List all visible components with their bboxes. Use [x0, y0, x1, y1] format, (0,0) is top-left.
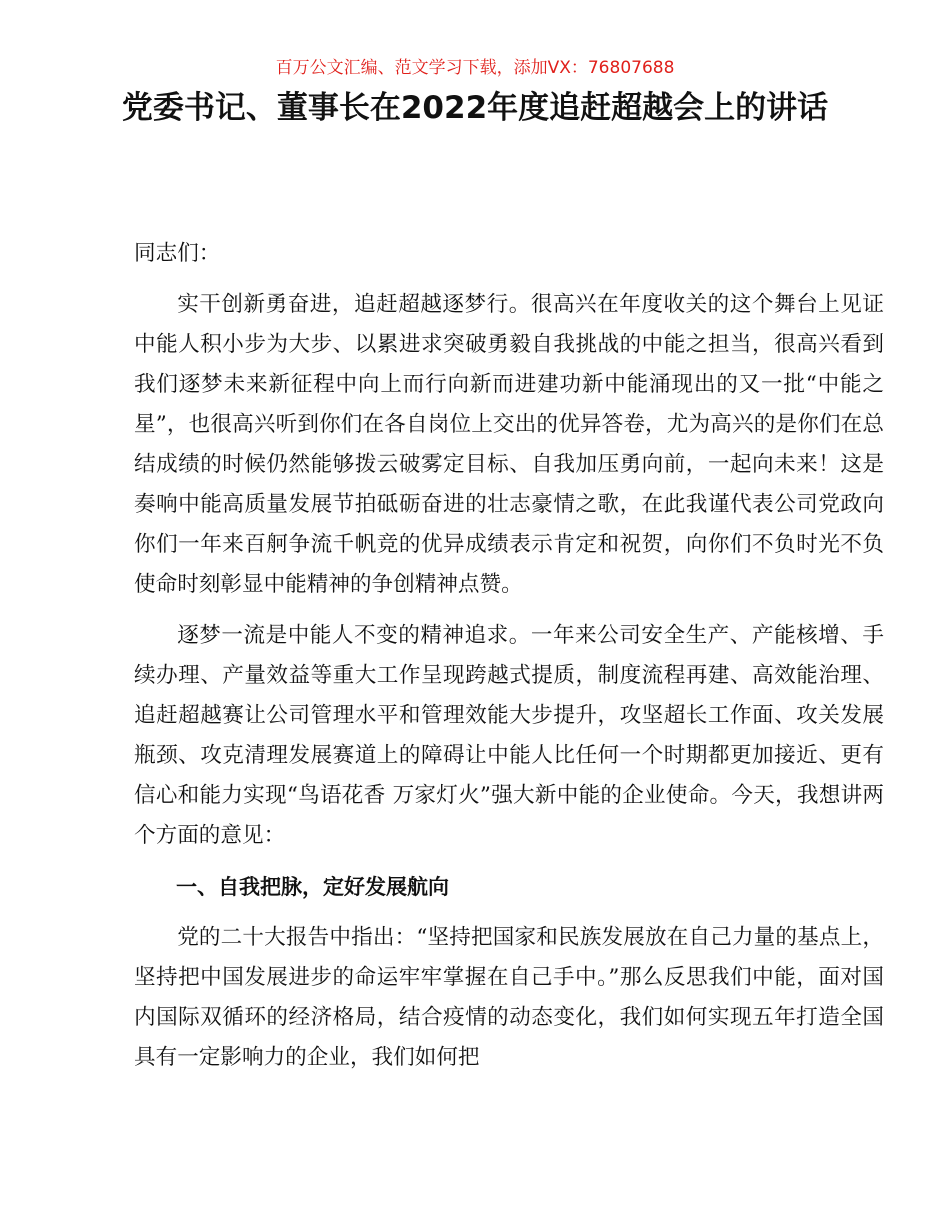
salutation: 同志们： [134, 241, 221, 266]
section-paragraph: 党的二十大报告中指出：“坚持把国家和民族发展放在自己力量的基点上，坚持把中国发展进步的命运牢牢掌握在自己手中。”那么反思我们中能，面对国内国际双循环的经济格局，结合疫情的动态变化，我们如何实现五年打造全国具有一定影响力的企业，我们如何把 [134, 925, 884, 1070]
paragraph-opening: 实干创新勇奋进，追赶超越逐梦行。很高兴在年度收关的这个舞台上见证中能人积小步为大步、以累进求突破勇毅自我挑战的中能之担当，很高兴看到我们逐梦未来新征程中向上而行向新而进建功新中能涌现出的又一批“中能之星”，也很高兴听到你们在各自岗位上交出的优异答卷，尤为高兴的是你们在总结成绩的时候仍然能够拨云破雾定目标、自我加压勇向前，一起向未来！这是奏响中能高质量发展节拍砥砺奋进的壮志豪情之歌，在此我谨代表公司党政向你们一年来百舸争流千帆竞的优异成绩表示肯定和祝贺，向你们不负时光不负使命时刻彰显中能精神的争创精神点赞。 [134, 292, 884, 597]
paragraph-achievements: 逐梦一流是中能人不变的精神追求。一年来公司安全生产、产能核增、手续办理、产量效益等重大工作呈现跨越式提质，制度流程再建、高效能治理、追赶超越赛让公司管理水平和管理效能大步提升，攻坚超长工作面、攻关发展瓶颈、攻克清理发展赛道上的障碍让中能人比任何一个时期都更加接近、更有信心和能力实现“鸟语花香 万家灯火”强大新中能的企业使命。今天，我想讲两个方面的意见： [134, 623, 884, 848]
document-title: 党委书记、董事长在2022年度追赶超越会上的讲话 [121, 90, 829, 126]
section-heading: 一、自我把脉，定好发展航向 [176, 875, 449, 899]
document-body [134, 234, 884, 1089]
promo-banner: 百万公文汇编、范文学习下载，添加VX：76807688 [275, 58, 675, 78]
